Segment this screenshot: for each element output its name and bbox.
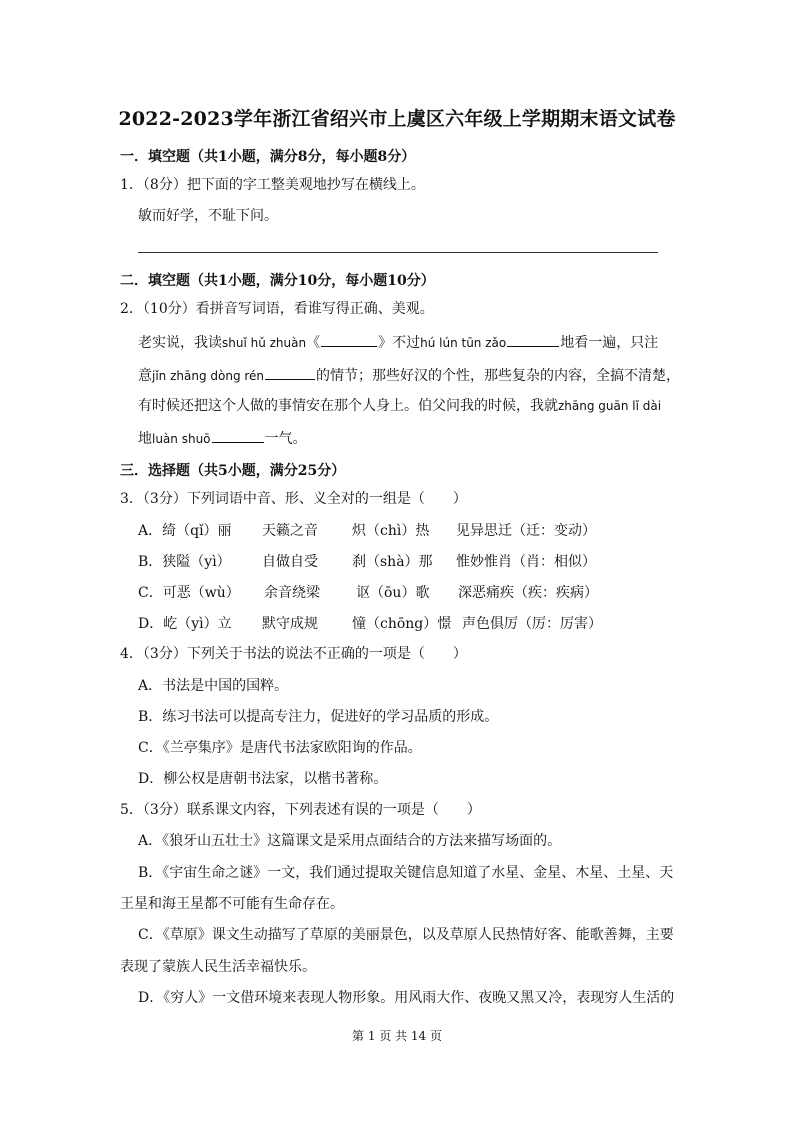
q3-option-b-2: 自做自受	[262, 554, 318, 570]
section-2-heading: 二．填空题（共1小题，满分10分，每小题10分）	[120, 273, 435, 289]
question-2-stem: 2．（10分）看拼音写词语，看谁写得正确、美观。	[120, 301, 434, 317]
question-3-stem: 3．（3分）下列词语中音、形、义全对的一组是（ ）	[120, 491, 467, 507]
section-3-heading: 三．选择题（共5小题，满分25分）	[120, 463, 346, 479]
answer-blank[interactable]	[507, 331, 559, 347]
pinyin: shuǐ hǔ zhuàn	[222, 336, 307, 350]
q3-option-c-2: 余音绕梁	[264, 585, 320, 601]
pinyin: hú lún tūn zǎo	[420, 336, 507, 350]
q3-option-d-3: 憧（chōng）憬	[352, 616, 452, 632]
question-2-line-2	[138, 364, 680, 386]
q2-text: 《	[306, 335, 321, 351]
q3-option-c-1[interactable]: C．可恶（wù）	[138, 585, 240, 601]
q3-option-c-4: 深恶痛疾（疾：疾病）	[458, 585, 598, 601]
q2-text: 》不过	[378, 335, 421, 351]
q2-text: 意	[138, 368, 152, 384]
q5-option-c[interactable]: C．《草原》课文生动描写了草原的美丽景色，以及草原人民热情好客、能歌善舞，主要	[138, 927, 674, 943]
q3-option-b-1[interactable]: B．狭隘（yì）	[138, 554, 231, 570]
question-5-stem: 5．（3分）联系课文内容，下列表述有误的一项是（ ）	[120, 802, 481, 818]
q3-option-b-3: 刹（shà）那	[352, 554, 433, 570]
q3-option-a-1[interactable]: A．绮（qǐ）丽	[138, 523, 232, 539]
q4-option-d[interactable]: D．柳公权是唐朝书法家，以楷书著称。	[138, 771, 388, 787]
question-4-stem: 4．（3分）下列关于书法的说法不正确的一项是（ ）	[120, 646, 467, 662]
q2-text: 有时候还把这个人做的事情安在那个人身上。伯父问我的时候，我就	[138, 398, 558, 414]
pinyin: jǐn zhāng dòng rén	[152, 369, 265, 383]
q2-text: 老实说，我读	[138, 335, 222, 351]
copy-writing-line[interactable]	[138, 252, 658, 253]
q2-text: 地看一遍，只注	[560, 335, 659, 351]
q2-text: 的情节；那些好汉的个性，那些复杂的内容，全搞不清楚，	[316, 368, 681, 384]
pinyin: zhāng guān lǐ dài	[558, 399, 662, 413]
q5-option-b-cont: 王星和海王星都不可能有生命存在。	[120, 896, 344, 912]
answer-blank[interactable]	[321, 331, 377, 347]
question-1-stem: 1．（8分）把下面的字工整美观地抄写在横线上。	[120, 177, 425, 193]
q3-option-a-2: 天籁之音	[262, 523, 318, 539]
question-2-line-1	[138, 331, 658, 353]
q5-option-b[interactable]: B．《宇宙生命之谜》一文，我们通过提取关键信息知道了水星、金星、木星、土星、天	[138, 865, 674, 881]
q3-option-d-2: 默守成规	[262, 616, 318, 632]
q4-option-b[interactable]: B．练习书法可以提高专注力，促进好的学习品质的形成。	[138, 709, 499, 725]
question-2-line-4	[138, 427, 307, 449]
answer-blank[interactable]	[212, 427, 264, 443]
q3-option-a-4: 见异思迁（迁：变动）	[456, 523, 596, 539]
q3-option-d-1[interactable]: D．屹（yì）立	[138, 616, 232, 632]
question-2-line-3	[138, 396, 661, 416]
q5-option-a[interactable]: A．《狼牙山五壮士》这篇课文是采用点面结合的方法来描写场面的。	[138, 833, 562, 849]
q3-option-d-4: 声色俱厉（厉：厉害）	[462, 616, 602, 632]
answer-blank[interactable]	[265, 364, 315, 380]
q2-text: 地	[138, 431, 152, 447]
q3-option-a-3: 炽（chì）热	[352, 523, 430, 539]
q4-option-c[interactable]: C．《兰亭集序》是唐代书法家欧阳询的作品。	[138, 740, 422, 756]
section-1-heading: 一．填空题（共1小题，满分8分，每小题8分）	[120, 149, 416, 165]
q5-option-d[interactable]: D．《穷人》一文借环境来表现人物形象。用风雨大作、夜晚又黑又冷，表现穷人生活的	[138, 990, 675, 1006]
q3-option-c-3: 讴（ōu）歌	[356, 585, 430, 601]
q2-text: 一气。	[264, 431, 307, 447]
q5-option-c-cont: 表现了蒙族人民生活幸福快乐。	[120, 959, 316, 975]
q4-option-a[interactable]: A．书法是中国的国粹。	[138, 678, 289, 694]
question-1-content: 敏而好学，不耻下问。	[138, 208, 278, 224]
q3-option-b-4: 惟妙惟肖（肖：相似）	[456, 554, 596, 570]
pinyin: luàn shuō	[152, 432, 211, 446]
exam-title: 2022-2023学年浙江省绍兴市上虞区六年级上学期期末语文试卷	[118, 108, 676, 130]
page-number: 第 1 页 共 14 页	[352, 1029, 442, 1043]
